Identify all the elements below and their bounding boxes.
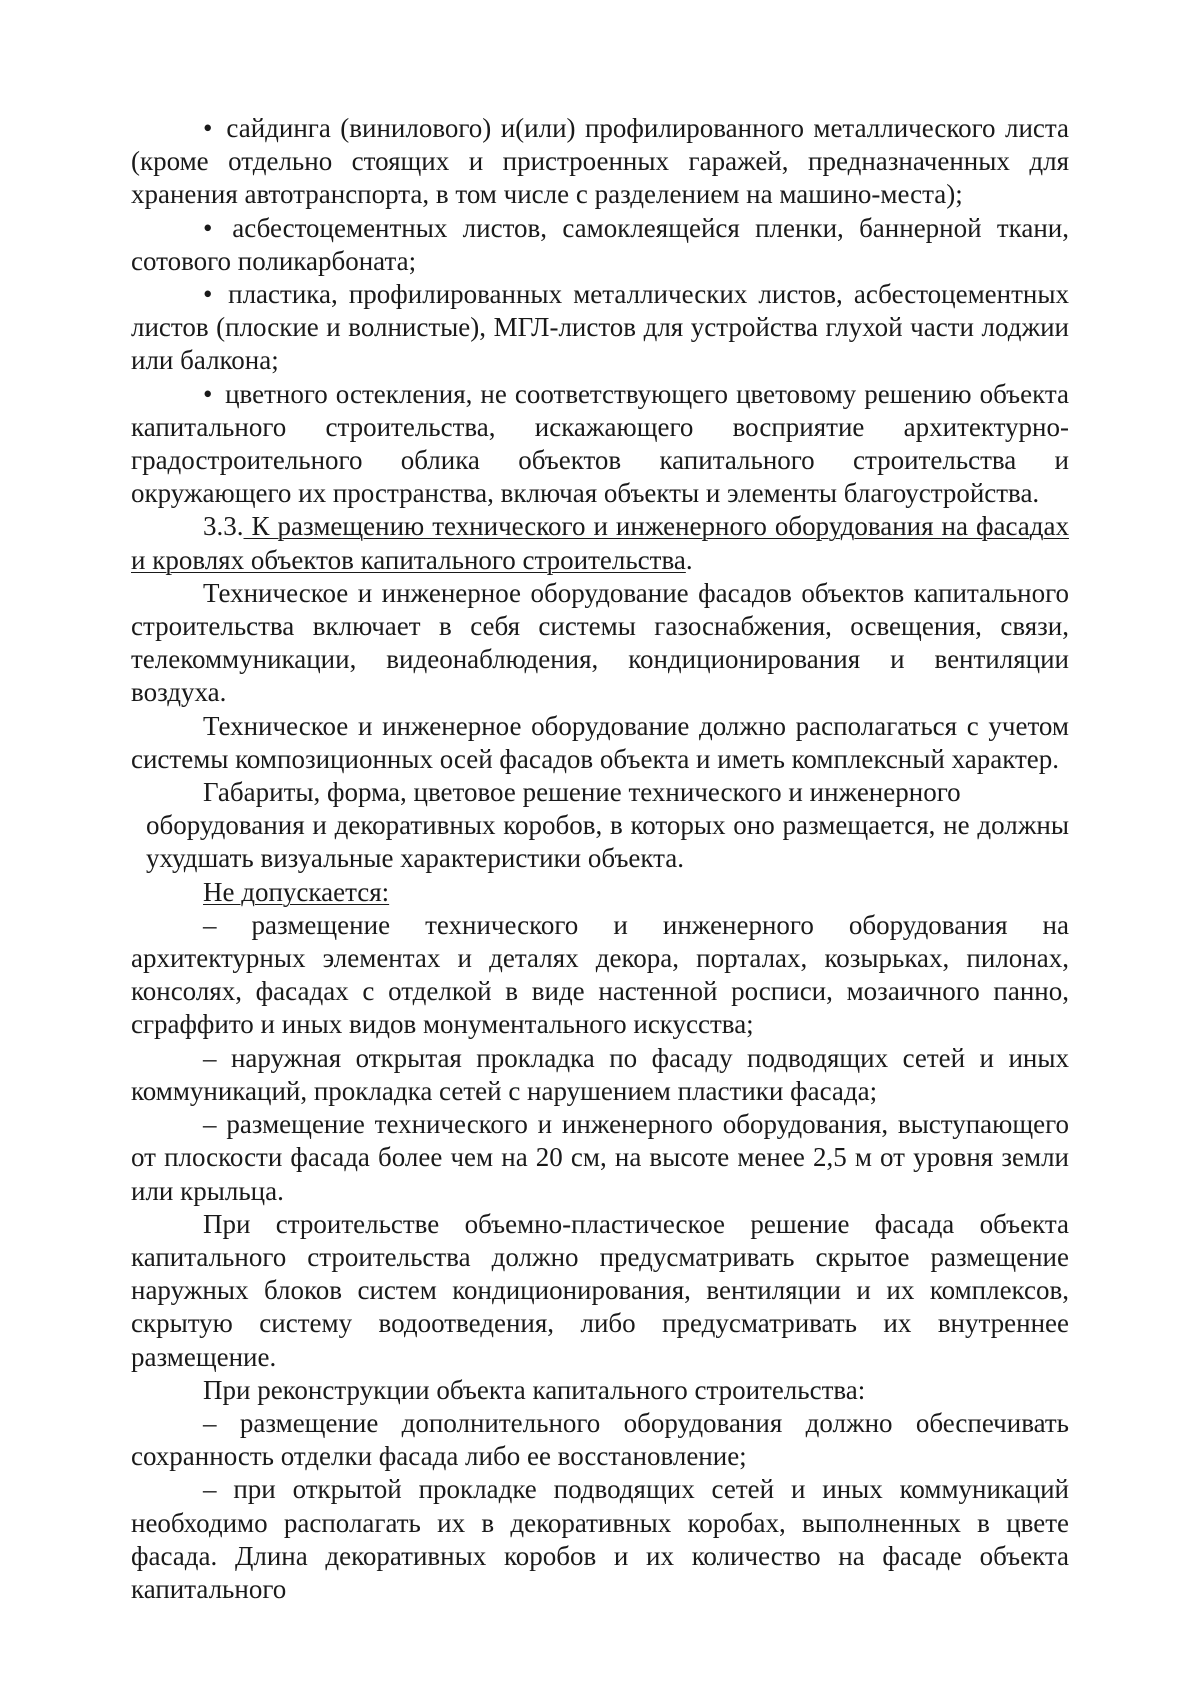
paragraph: Техническое и инженерное оборудование фасадов объектов капитального строительства включает в себя системы газоснабжения, освещения, связи, телекоммуникации, видеонаблюдения, кондиционирования и вентиляции воздуха. (131, 577, 1069, 708)
section-number: 3.3. (203, 511, 244, 542)
not-allowed-heading: Не допускается: (203, 876, 390, 907)
bullet-item: • цветного остекления, не соответствующего цветовому решению объекта капитального строительства, искажающего восприятие архитектурно-градостроительного облика объектов капитального строительства и окружающего их пространства, включая объекты и элементы благоустройства. (131, 378, 1070, 509)
list-item: – размещение технического и инженерного оборудования, выступающего от плоскости фасада более чем на 20 см, на высоте менее 2,5 м от уровня земли или крыльца. (131, 1109, 1069, 1206)
bullet-item: • пластика, профилированных металлических листов, асбестоцементных листов (плоские и волнистые), МГЛ-листов для устройства глухой части лоджии или балкона; (131, 279, 1069, 376)
list-item: – размещение дополнительного оборудования должно обеспечивать сохранность отделки фасада либо ее восстановление; (131, 1407, 1069, 1472)
bullet-item: • сайдинга (винилового) и(или) профилированного металлического листа (кроме отдельно стоящих и пристроенных гаражей, предназначенных для хранения автотранспорта, в том числе с разделением на машино-места); (131, 113, 1069, 210)
paragraph: оборудования и декоративных коробов, в которых оно размещается, не должны ухудшать визуальные характеристики объекта. (146, 810, 1069, 874)
list-item: – наружная открытая прокладка по фасаду подводящих сетей и иных коммуникаций, прокладка сетей с нарушением пластики фасада; (131, 1042, 1069, 1106)
document-page (131, 112, 1069, 1606)
bullet-icon: • (203, 212, 213, 243)
bullet-item: • асбестоцементных листов, самоклеящейся пленки, баннерной ткани, сотового поликарбоната; (131, 212, 1070, 276)
list-item: – размещение технического и инженерного оборудования на архитектурных элементах и деталях декора, порталах, козырьках, пилонах, консолях, фасадах с отделкой в виде настенной росписи, мозаичного панно, сграффито и иных видов монументального искусства; (131, 909, 1069, 1040)
bullet-icon: • (203, 113, 213, 143)
list-item: – при открытой прокладке подводящих сетей и иных коммуникаций необходимо располагать их в декоративных коробах, выполненных в цвете фасада. Длина декоративных коробов и их количество на фасаде объекта капитального (131, 1474, 1069, 1604)
section-title: К размещению технического и инженерного оборудования на фасадах и кровлях объектов капитального строительства (131, 511, 1069, 575)
paragraph: Габариты, форма, цветовое решение технического и инженерного (203, 777, 961, 808)
paragraph: Техническое и инженерное оборудование должно располагаться с учетом системы композиционных осей фасадов объекта и иметь комплексный характер. (131, 710, 1069, 774)
paragraph: При реконструкции объекта капитального строительства: (203, 1374, 866, 1405)
paragraph: При строительстве объемно-пластическое решение фасада объекта капитального строительства должно предусматривать скрытое размещение наружных блоков систем кондиционирования, вентиляции и их комплексов, скрытую систему водоотведения, либо предусматривать их внутреннее размещение. (131, 1208, 1069, 1372)
bullet-icon: • (203, 279, 213, 310)
bullet-icon: • (203, 378, 213, 409)
section-heading: 3.3. К размещению технического и инженерного оборудования на фасадах и кровлях объектов капитального строительства. (131, 511, 1069, 575)
